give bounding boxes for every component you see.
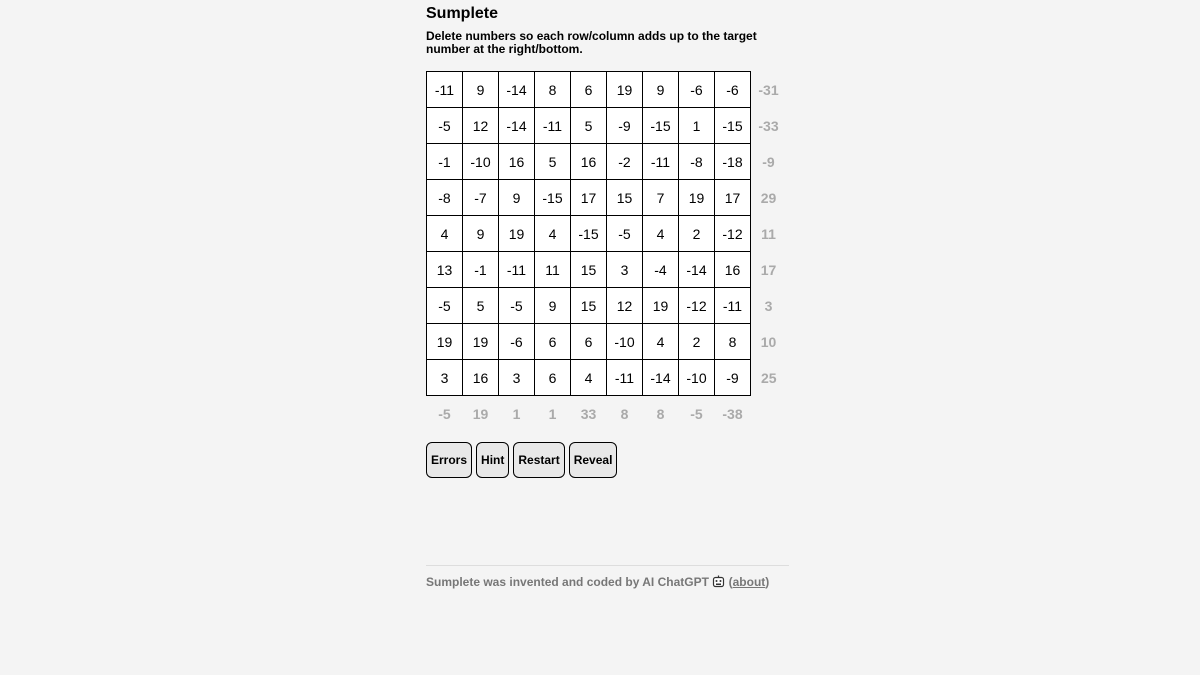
grid-cell[interactable]: -7: [463, 180, 499, 216]
grid-cell[interactable]: 19: [607, 72, 643, 108]
grid-cell[interactable]: -5: [499, 288, 535, 324]
grid-cell[interactable]: -15: [535, 180, 571, 216]
grid-cell[interactable]: 16: [571, 144, 607, 180]
row-target: 17: [760, 261, 777, 278]
grid-cell[interactable]: -11: [607, 360, 643, 396]
grid-cell[interactable]: 6: [535, 324, 571, 360]
grid-cell[interactable]: 5: [535, 144, 571, 180]
grid-cell[interactable]: -12: [679, 288, 715, 324]
column-target: 1: [548, 405, 557, 422]
robot-face-icon: [712, 575, 725, 588]
reveal-button[interactable]: Reveal: [569, 442, 618, 478]
instructions-text: Delete numbers so each row/column adds up to the target number at the right/bottom.: [426, 29, 757, 56]
grid-cell[interactable]: 4: [427, 216, 463, 252]
grid-cell[interactable]: 4: [643, 324, 679, 360]
grid-cell[interactable]: 15: [607, 180, 643, 216]
grid-cell[interactable]: -8: [427, 180, 463, 216]
grid-cell[interactable]: -11: [643, 144, 679, 180]
hint-button[interactable]: Hint: [476, 442, 509, 478]
grid-cell[interactable]: 16: [499, 144, 535, 180]
grid-cell[interactable]: 6: [571, 72, 607, 108]
grid-cell[interactable]: 6: [535, 360, 571, 396]
row-target: 3: [764, 297, 773, 314]
grid-cell[interactable]: -10: [679, 360, 715, 396]
grid-cell[interactable]: -6: [499, 324, 535, 360]
grid-cell[interactable]: -11: [499, 252, 535, 288]
column-target: 8: [620, 405, 629, 422]
column-target: -5: [690, 405, 703, 422]
row-target: -9: [762, 153, 775, 170]
grid-cell[interactable]: 19: [679, 180, 715, 216]
board-row: [427, 216, 787, 252]
grid-cell[interactable]: -5: [607, 216, 643, 252]
grid-cell[interactable]: -14: [679, 252, 715, 288]
grid-cell[interactable]: 3: [607, 252, 643, 288]
grid-cell[interactable]: 4: [535, 216, 571, 252]
grid-cell[interactable]: -15: [571, 216, 607, 252]
row-target: 25: [760, 369, 777, 386]
grid-cell[interactable]: 16: [715, 252, 751, 288]
grid-cell[interactable]: 6: [571, 324, 607, 360]
grid-cell[interactable]: 12: [463, 108, 499, 144]
grid-cell[interactable]: 12: [607, 288, 643, 324]
footer-credit-text: Sumplete was invented and coded by AI ChatGPT: [426, 575, 709, 589]
board-row: [427, 72, 787, 108]
footer: [426, 575, 769, 589]
grid-cell[interactable]: 8: [715, 324, 751, 360]
restart-button[interactable]: Restart: [513, 442, 564, 478]
grid-cell[interactable]: -9: [607, 108, 643, 144]
grid-cell[interactable]: -6: [715, 72, 751, 108]
column-target: 1: [512, 405, 521, 422]
grid-cell[interactable]: -18: [715, 144, 751, 180]
grid-cell[interactable]: 2: [679, 324, 715, 360]
errors-button[interactable]: Errors: [426, 442, 472, 478]
grid-cell[interactable]: 5: [571, 108, 607, 144]
grid-cell[interactable]: -9: [715, 360, 751, 396]
grid-cell[interactable]: -11: [715, 288, 751, 324]
grid-cell[interactable]: 17: [715, 180, 751, 216]
grid-cell[interactable]: 9: [535, 288, 571, 324]
grid-cell[interactable]: -14: [643, 360, 679, 396]
grid-cell[interactable]: -12: [715, 216, 751, 252]
grid-cell[interactable]: 16: [463, 360, 499, 396]
grid-cell[interactable]: 8: [535, 72, 571, 108]
footer-open-paren: (: [728, 575, 733, 589]
grid-cell[interactable]: -15: [715, 108, 751, 144]
grid-cell[interactable]: 15: [571, 288, 607, 324]
column-target: 33: [580, 405, 597, 422]
grid-cell[interactable]: -14: [499, 108, 535, 144]
grid-cell[interactable]: 9: [643, 72, 679, 108]
grid-cell[interactable]: 4: [643, 216, 679, 252]
grid-cell[interactable]: 7: [643, 180, 679, 216]
grid-cell[interactable]: 2: [679, 216, 715, 252]
row-target: 10: [760, 333, 777, 350]
grid-cell[interactable]: -1: [427, 144, 463, 180]
grid-cell[interactable]: 19: [499, 216, 535, 252]
row-target: -33: [758, 117, 779, 134]
grid-cell[interactable]: 9: [499, 180, 535, 216]
grid-cell[interactable]: 19: [643, 288, 679, 324]
grid-cell[interactable]: 13: [427, 252, 463, 288]
column-target: -38: [722, 405, 743, 422]
board-row: [427, 180, 787, 216]
grid-cell[interactable]: -4: [643, 252, 679, 288]
row-target: 11: [761, 225, 776, 242]
grid-cell[interactable]: -10: [463, 144, 499, 180]
sumplete-board: [426, 71, 787, 432]
row-target: -31: [758, 81, 779, 98]
grid-cell[interactable]: 19: [463, 324, 499, 360]
grid-cell[interactable]: -10: [607, 324, 643, 360]
grid-cell[interactable]: -14: [499, 72, 535, 108]
grid-cell[interactable]: -15: [643, 108, 679, 144]
page-title: Sumplete: [426, 5, 499, 22]
row-target: 29: [760, 189, 777, 206]
grid-cell[interactable]: -11: [535, 108, 571, 144]
grid-cell[interactable]: 3: [499, 360, 535, 396]
grid-cell[interactable]: -1: [463, 252, 499, 288]
board-row: [427, 360, 787, 396]
grid-cell[interactable]: -11: [427, 72, 463, 108]
grid-cell[interactable]: 11: [535, 252, 571, 288]
column-targets-row: [427, 396, 787, 432]
grid-cell[interactable]: -6: [679, 72, 715, 108]
grid-cell[interactable]: 19: [427, 324, 463, 360]
grid-cell[interactable]: 15: [571, 252, 607, 288]
about-link[interactable]: about: [732, 575, 766, 589]
grid-cell[interactable]: -2: [607, 144, 643, 180]
grid-cell[interactable]: -5: [427, 108, 463, 144]
board-row: [427, 324, 787, 360]
column-target: 8: [656, 405, 665, 422]
board-row: [427, 288, 787, 324]
column-target: 19: [472, 405, 489, 422]
grid-cell[interactable]: 4: [571, 360, 607, 396]
grid-cell[interactable]: 9: [463, 72, 499, 108]
board-row: [427, 108, 787, 144]
grid-cell[interactable]: -5: [427, 288, 463, 324]
board-row: [427, 252, 787, 288]
column-target: -5: [438, 405, 451, 422]
grid-cell[interactable]: 1: [679, 108, 715, 144]
grid-cell[interactable]: -8: [679, 144, 715, 180]
footer-close-paren: ): [765, 575, 770, 589]
grid-cell[interactable]: 9: [463, 216, 499, 252]
board-row: [427, 144, 787, 180]
grid-cell[interactable]: 3: [427, 360, 463, 396]
grid-cell[interactable]: 5: [463, 288, 499, 324]
corner-spacer: [751, 396, 787, 432]
grid-cell[interactable]: 17: [571, 180, 607, 216]
footer-divider: [426, 565, 789, 566]
button-bar: [426, 442, 617, 478]
